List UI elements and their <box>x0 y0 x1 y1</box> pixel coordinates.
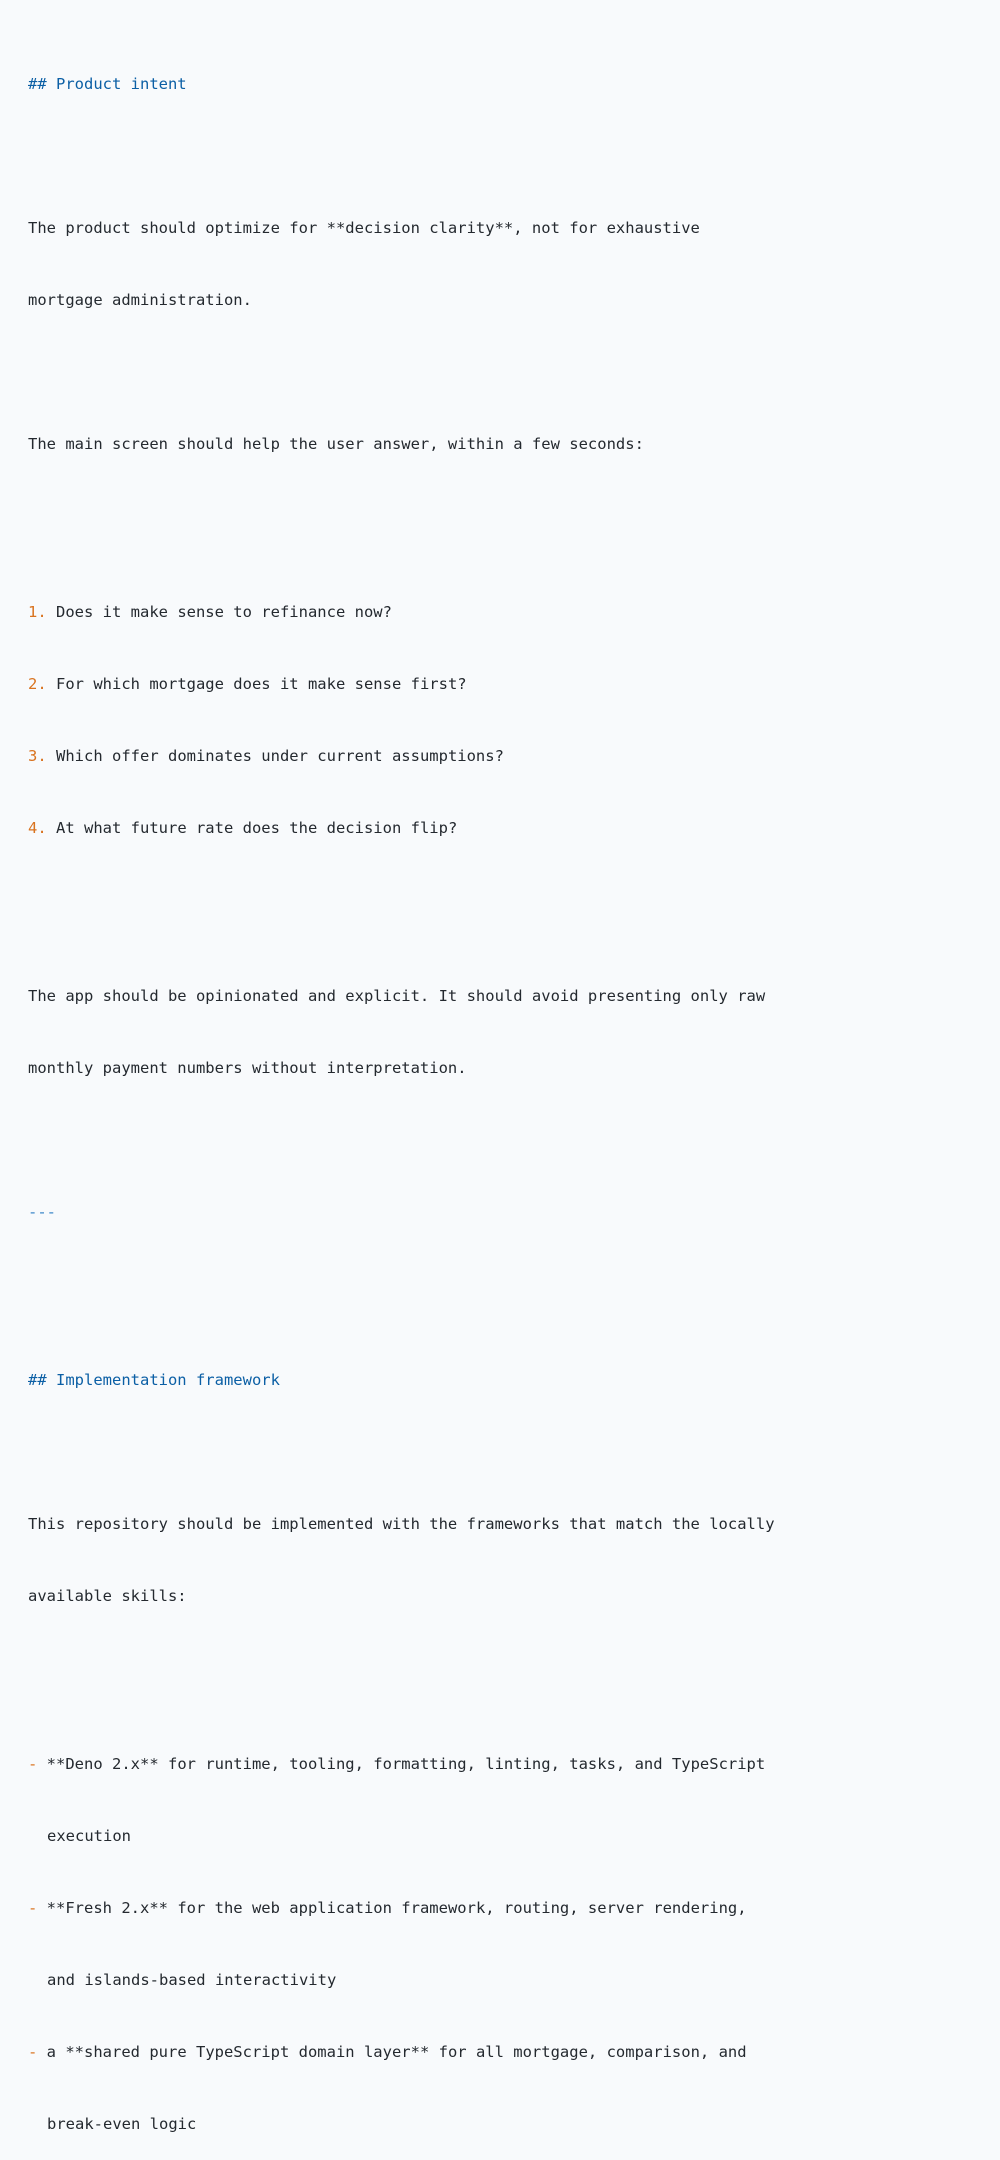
list-item-text: At what future rate does the decision flip? <box>46 819 458 837</box>
bullet-item <box>28 2040 1000 2064</box>
paragraph-line: mortgage administration. <box>28 291 252 309</box>
list-item-text: Does it make sense to refinance now? <box>46 603 392 621</box>
bullet-continuation: execution <box>47 1827 131 1845</box>
list-item-text: Which offer dominates under current assumptions? <box>46 747 504 765</box>
blank-line <box>28 1128 1000 1152</box>
list-item-text: For which mortgage does it make sense first? <box>46 675 467 693</box>
bullet-marker: - <box>28 1899 38 1917</box>
bullet-continuation: and islands-based interactivity <box>47 1971 337 1989</box>
list-marker: 4. <box>28 819 47 837</box>
bullet-text: **Fresh 2.x** for the web application framework, routing, server rendering, <box>37 1899 747 1917</box>
blank-line <box>28 1656 1000 1680</box>
bullet-item <box>28 1896 1000 1920</box>
list-item <box>28 744 1000 768</box>
heading-product-intent: ## Product intent <box>28 75 187 93</box>
paragraph-line: monthly payment numbers without interpretation. <box>28 1059 467 1077</box>
list-marker: 1. <box>28 603 47 621</box>
blank-line <box>28 912 1000 936</box>
blank-line <box>28 504 1000 528</box>
paragraph-line: This repository should be implemented with the frameworks that match the locally <box>28 1515 775 1533</box>
paragraph-line: The main screen should help the user answer, within a few seconds: <box>28 435 644 453</box>
bullet-marker: - <box>28 2043 38 2061</box>
blank-line <box>28 360 1000 384</box>
list-marker: 3. <box>28 747 47 765</box>
blank-line <box>28 1272 1000 1296</box>
bullet-text: a **shared pure TypeScript domain layer** for all mortgage, comparison, and <box>37 2043 747 2061</box>
list-item <box>28 816 1000 840</box>
blank-line <box>28 1440 1000 1464</box>
horizontal-rule: --- <box>28 1203 56 1221</box>
bullet-marker: - <box>28 1755 38 1773</box>
paragraph-line: The app should be opinionated and explicit. It should avoid presenting only raw <box>28 987 766 1005</box>
paragraph-line: The product should optimize for **decision clarity**, not for exhaustive <box>28 219 700 237</box>
list-item <box>28 672 1000 696</box>
list-item <box>28 600 1000 624</box>
paragraph-line: available skills: <box>28 1587 187 1605</box>
list-marker: 2. <box>28 675 47 693</box>
bullet-item <box>28 1752 1000 1776</box>
bullet-continuation: break-even logic <box>47 2115 197 2133</box>
blank-line <box>28 144 1000 168</box>
heading-implementation-framework: ## Implementation framework <box>28 1371 280 1389</box>
bullet-text: **Deno 2.x** for runtime, tooling, formatting, linting, tasks, and TypeScript <box>37 1755 766 1773</box>
